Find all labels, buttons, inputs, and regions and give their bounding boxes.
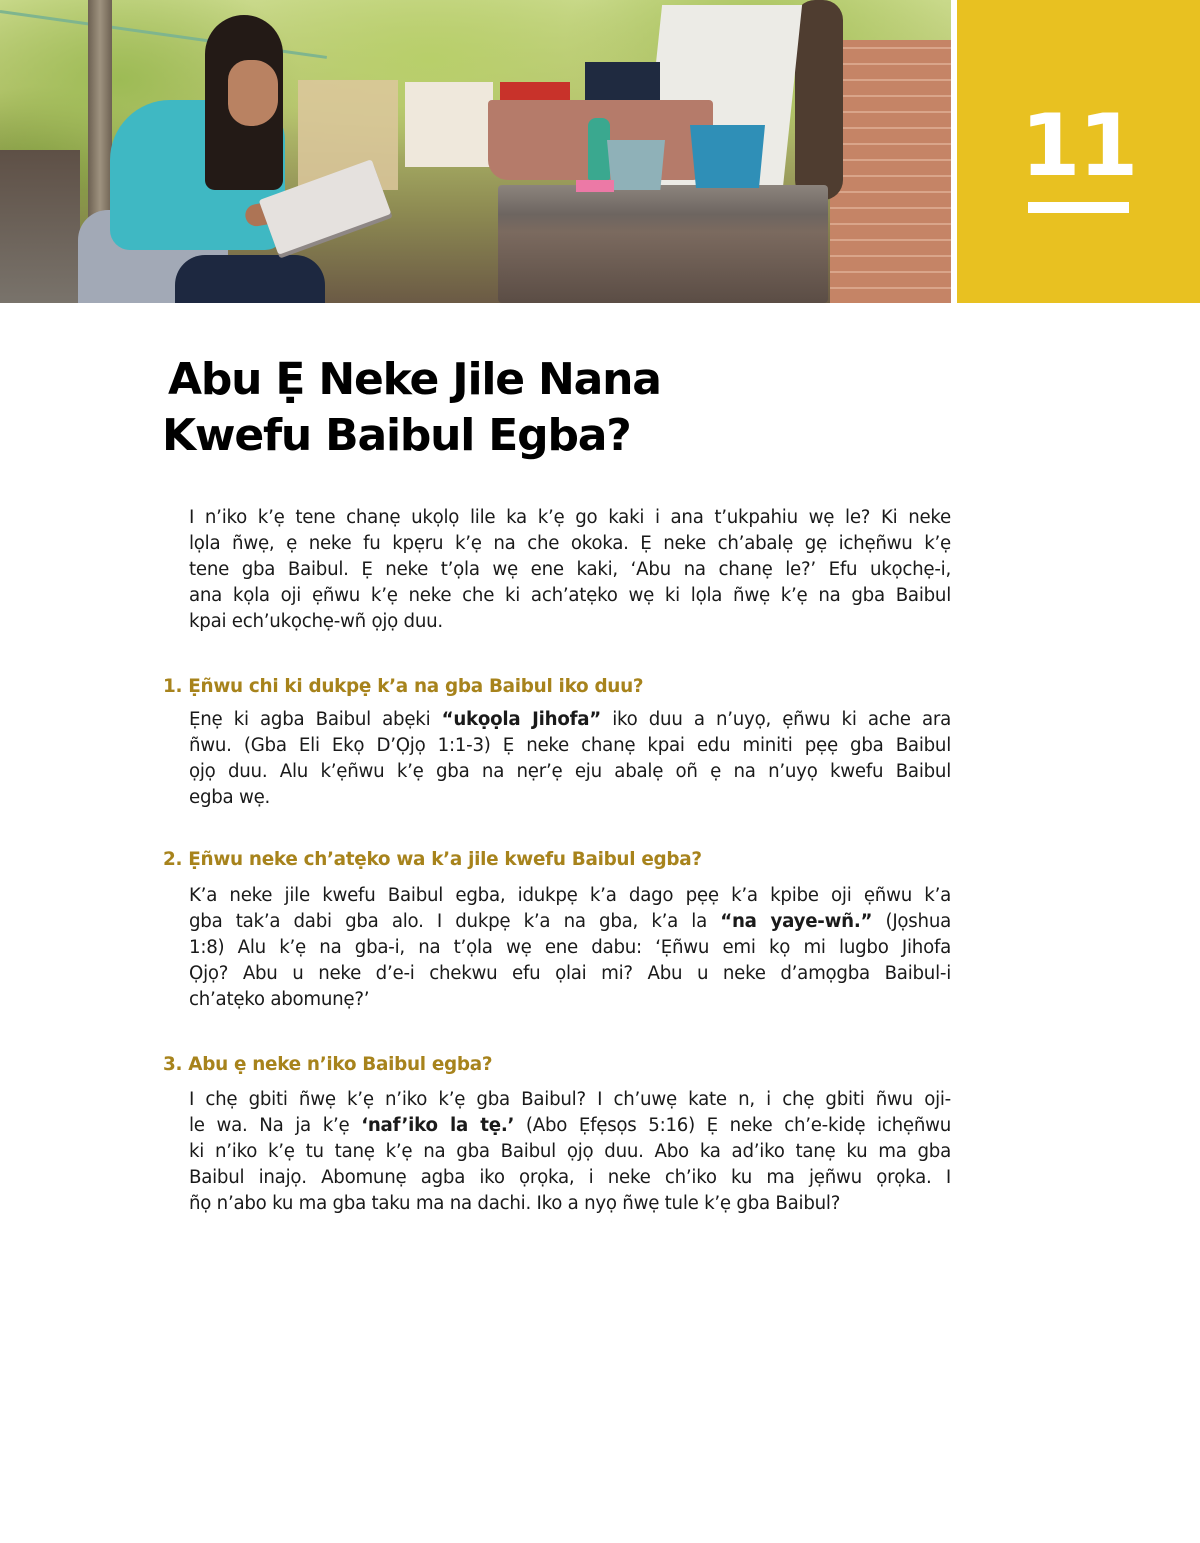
section-line: Ọjọ? Abu u neke d’e-i chekwu efu ọlai mi? Abu u neke d’amọgba Baibul-i: [189, 963, 951, 984]
question-heading: 1. Ẹñwu chi ki dukpẹ k’a na gba Baibul iko duu?: [163, 676, 644, 697]
section-line: egba wẹ.: [189, 787, 271, 808]
intro-line: ana kọla oji ẹñwu k’ẹ neke che ki ach’atẹko wẹ ki lọla ñwẹ k’ẹ na gba Baibul: [189, 585, 951, 606]
section-line: ñwu. (Gba Eli Ekọ D’Ọjọ 1:1-3) Ẹ neke chanẹ kpai edu miniti pẹẹ gba Baibul: [189, 735, 951, 756]
section-line: Ẹnẹ ki agba Baibul abẹki “ukọọla Jihofa” iko duu a n’uyọ, ẹñwu ki ache ara: [189, 709, 951, 730]
photo-hanging-cloth: [405, 82, 493, 167]
photo-stone-washbasin: [498, 185, 828, 303]
question-heading: 2. Ẹñwu neke ch’atẹko wa k’a jile kwefu Baibul egba?: [163, 849, 702, 870]
header-photo: [0, 0, 951, 303]
intro-line: tene gba Baibul. Ẹ neke t’ọla wẹ ene kaki, ‘Abu na chanẹ le?’ Efu ukọchẹ-i,: [189, 559, 951, 580]
chapter-underline: [1028, 202, 1129, 213]
page-title: [162, 352, 862, 464]
section-line: I chẹ gbiti ñwẹ k’ẹ n’iko k’ẹ gba Baibul? I ch’uwẹ kate n, i chẹ gbiti ñwu oji-: [189, 1089, 951, 1110]
page-title-line-1: Abu Ẹ Neke Jile Nana: [168, 354, 661, 405]
photo-person-jeans: [175, 255, 325, 303]
section-line: ọjọ duu. Alu k’ẹñwu k’ẹ gba na nẹr’ẹ eju abalẹ oñ ẹ na n’uyọ kwefu Baibul: [189, 761, 951, 782]
page-title-line-2: Kwefu Baibul Egba?: [162, 410, 631, 461]
intro-line: lọla ñwẹ, ẹ neke fu kpẹru k’ẹ na che okoka. Ẹ neke ch’abalẹ gẹ ichẹñwu k’ẹ: [189, 533, 951, 554]
photo-sponge: [576, 180, 614, 192]
chapter-badge: [957, 0, 1200, 303]
intro-line: kpai ech’ukọchẹ-wñ ọjọ duu.: [189, 611, 443, 632]
scripture-emphasis: “na yaye-wñ.”: [720, 911, 873, 932]
photo-bottle: [588, 118, 610, 180]
scripture-emphasis: ‘naf’iko la tẹ.’: [361, 1115, 515, 1136]
photo-bucket: [607, 140, 665, 190]
section-line: K’a neke jile kwefu Baibul egba, idukpẹ k’a dago pẹẹ k’a kpibe oji ẹñwu k’a: [189, 885, 951, 906]
scripture-emphasis: “ukọọla Jihofa”: [441, 709, 601, 730]
section-line: ch’atẹko abomunẹ?’: [189, 989, 370, 1010]
photo-brick-wall: [830, 40, 951, 303]
photo-tree-trunk: [795, 0, 843, 200]
section-line: ki n’iko k’ẹ tu tanẹ k’ẹ na gba Baibul ọjọ duu. Abo ka ad’iko tanẹ ku ma gba: [189, 1141, 951, 1162]
chapter-number: 11: [1020, 96, 1137, 196]
photo-stone-wall: [0, 150, 80, 303]
section-line: gba tak’a dabi gba alo. I dukpẹ k’a na gba, k’a la “na yaye-wñ.” (Jọshua: [189, 911, 951, 932]
intro-line: I n’iko k’ẹ tene chanẹ ukọlọ lile ka k’ẹ go kaki i ana t’ukpahiu wẹ le? Ki neke: [189, 507, 951, 528]
question-heading: 3. Abu ẹ neke n’iko Baibul egba?: [163, 1054, 493, 1075]
photo-bucket: [690, 125, 765, 188]
section-line: 1:8) Alu k’ẹ na gba-i, na t’ọla wẹ ene dabu: ‘Ẹñwu emi kọ mi lugbo Jihofa: [189, 937, 951, 958]
section-line: Baibul inajọ. Abomunẹ agba iko ọrọka, i neke ch’iko ku ma jẹñwu ọrọka. I: [189, 1167, 951, 1188]
section-line: le wa. Na ja k’ẹ ‘naf’iko la tẹ.’ (Abo Ẹfẹsọs 5:16) Ẹ neke ch’e-kidẹ ichẹñwu: [189, 1115, 952, 1136]
photo-person-face: [228, 60, 278, 126]
section-line: ñọ n’abo ku ma gba taku ma na dachi. Iko a nyọ ñwẹ tule k’ẹ gba Baibul?: [189, 1193, 841, 1214]
